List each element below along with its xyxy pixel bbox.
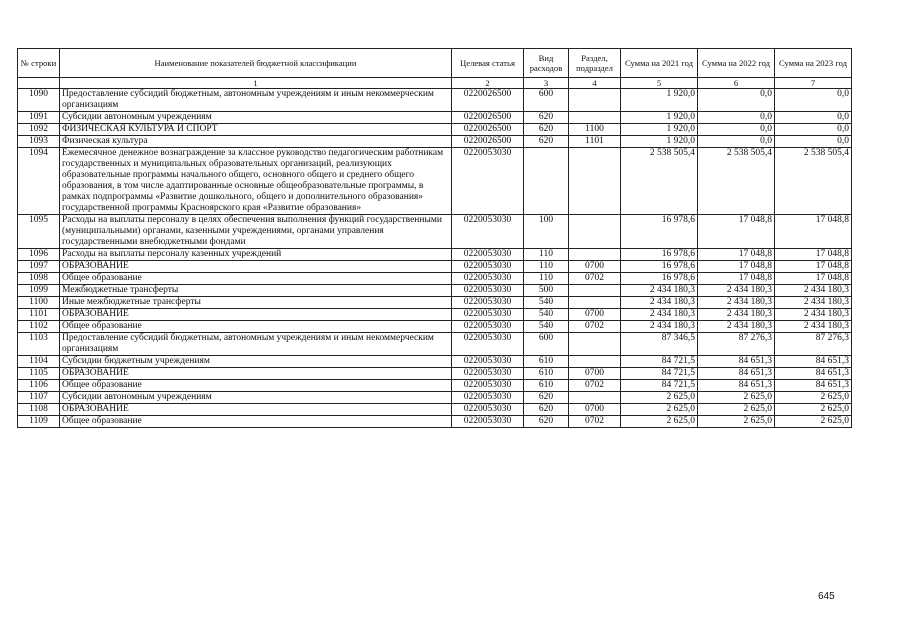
table-row xyxy=(18,392,852,404)
section-cell xyxy=(569,215,621,249)
header-sum-2022: Сумма на 2022 год xyxy=(698,49,775,78)
column-number: 2 xyxy=(452,78,524,89)
sum-2021-cell: 2 434 180,3 xyxy=(621,309,698,321)
expense-type-cell: 600 xyxy=(524,333,569,356)
indicator-name-cell: Иные межбюджетные трансферты xyxy=(60,297,452,309)
section-cell: 0702 xyxy=(569,273,621,285)
sum-2021-cell: 2 434 180,3 xyxy=(621,285,698,297)
target-article-cell: 0220053030 xyxy=(452,215,524,249)
table-body xyxy=(18,89,852,428)
target-article-cell: 0220026500 xyxy=(452,124,524,136)
expense-type-cell: 540 xyxy=(524,309,569,321)
sum-2021-cell: 2 434 180,3 xyxy=(621,297,698,309)
indicator-name-cell: Субсидии автономным учреждениям xyxy=(60,112,452,124)
row-number-cell: 1109 xyxy=(18,416,60,428)
table-row xyxy=(18,285,852,297)
sum-2022-cell: 2 538 505,4 xyxy=(698,148,775,215)
table-row xyxy=(18,273,852,285)
expense-type-cell: 600 xyxy=(524,89,569,112)
sum-2022-cell: 84 651,3 xyxy=(698,356,775,368)
sum-2023-cell: 84 651,3 xyxy=(775,356,852,368)
indicator-name-cell: Общее образование xyxy=(60,321,452,333)
sum-2022-cell: 17 048,8 xyxy=(698,261,775,273)
section-cell xyxy=(569,112,621,124)
column-number: 4 xyxy=(569,78,621,89)
row-number-cell: 1091 xyxy=(18,112,60,124)
sum-2021-cell: 2 625,0 xyxy=(621,392,698,404)
table-row xyxy=(18,309,852,321)
expense-type-cell: 610 xyxy=(524,380,569,392)
indicator-name-cell: Ежемесячное денежное вознаграждение за классное руководство педагогическим работникам государственных и муниципальных образовательных организаций, реализующих образовательные программы начального общего, основного общего и среднего общего образования, в том числе адаптированные основные общеобразовательные программы, в рамках подпрограммы «Развитие дошкольного, общего и дополнительного образования» государственной программы Красноярского края «Развитие образования» xyxy=(60,148,452,215)
sum-2023-cell: 2 434 180,3 xyxy=(775,309,852,321)
target-article-cell: 0220053030 xyxy=(452,261,524,273)
expense-type-cell: 620 xyxy=(524,112,569,124)
sum-2021-cell: 84 721,5 xyxy=(621,380,698,392)
sum-2022-cell: 0,0 xyxy=(698,112,775,124)
expense-type-cell: 610 xyxy=(524,368,569,380)
sum-2022-cell: 17 048,8 xyxy=(698,215,775,249)
section-cell xyxy=(569,148,621,215)
expense-type-cell: 110 xyxy=(524,273,569,285)
table-row xyxy=(18,416,852,428)
table-row xyxy=(18,321,852,333)
expense-type-cell: 100 xyxy=(524,215,569,249)
row-number-cell: 1101 xyxy=(18,309,60,321)
expense-type-cell: 500 xyxy=(524,285,569,297)
section-cell: 1101 xyxy=(569,136,621,148)
expense-type-cell: 610 xyxy=(524,356,569,368)
expense-type-cell: 620 xyxy=(524,136,569,148)
page-number: 645 xyxy=(818,591,835,602)
section-cell: 0700 xyxy=(569,309,621,321)
sum-2021-cell: 2 434 180,3 xyxy=(621,321,698,333)
column-number: 1 xyxy=(60,78,452,89)
row-number-cell: 1106 xyxy=(18,380,60,392)
sum-2023-cell: 87 276,3 xyxy=(775,333,852,356)
section-cell: 0702 xyxy=(569,321,621,333)
sum-2022-cell: 17 048,8 xyxy=(698,273,775,285)
table-header xyxy=(18,49,852,89)
target-article-cell: 0220053030 xyxy=(452,273,524,285)
sum-2022-cell: 2 625,0 xyxy=(698,416,775,428)
column-number: 5 xyxy=(621,78,698,89)
sum-2023-cell: 2 434 180,3 xyxy=(775,285,852,297)
column-number: 3 xyxy=(524,78,569,89)
sum-2021-cell: 16 978,6 xyxy=(621,273,698,285)
sum-2022-cell: 2 434 180,3 xyxy=(698,285,775,297)
target-article-cell: 0220053030 xyxy=(452,368,524,380)
sum-2022-cell: 17 048,8 xyxy=(698,249,775,261)
sum-2022-cell: 2 625,0 xyxy=(698,392,775,404)
sum-2021-cell: 1 920,0 xyxy=(621,124,698,136)
section-cell xyxy=(569,333,621,356)
table-row xyxy=(18,112,852,124)
row-number-cell: 1103 xyxy=(18,333,60,356)
target-article-cell: 0220053030 xyxy=(452,392,524,404)
table-row xyxy=(18,136,852,148)
header-expense-type: Вид расходов xyxy=(524,49,569,78)
table-row xyxy=(18,261,852,273)
indicator-name-cell: Расходы на выплаты персоналу в целях обеспечения выполнения функций государственными (муниципальными) органами, казенными учреждениями, органами управления государственными внебюджетными фондами xyxy=(60,215,452,249)
row-number-cell: 1108 xyxy=(18,404,60,416)
row-number-cell: 1092 xyxy=(18,124,60,136)
sum-2023-cell: 0,0 xyxy=(775,112,852,124)
sum-2023-cell: 84 651,3 xyxy=(775,380,852,392)
expense-type-cell: 110 xyxy=(524,249,569,261)
target-article-cell: 0220053030 xyxy=(452,321,524,333)
section-cell: 0702 xyxy=(569,416,621,428)
sum-2022-cell: 0,0 xyxy=(698,136,775,148)
expense-type-cell: 620 xyxy=(524,404,569,416)
indicator-name-cell: ОБРАЗОВАНИЕ xyxy=(60,261,452,273)
budget-table-container xyxy=(17,48,852,428)
target-article-cell: 0220053030 xyxy=(452,416,524,428)
header-sum-2023: Сумма на 2023 год xyxy=(775,49,852,78)
row-number-cell: 1097 xyxy=(18,261,60,273)
sum-2023-cell: 2 625,0 xyxy=(775,404,852,416)
sum-2023-cell: 2 625,0 xyxy=(775,416,852,428)
target-article-cell: 0220053030 xyxy=(452,249,524,261)
sum-2023-cell: 2 538 505,4 xyxy=(775,148,852,215)
target-article-cell: 0220053030 xyxy=(452,148,524,215)
header-indicator-name: Наименование показателей бюджетной классификации xyxy=(60,49,452,78)
target-article-cell: 0220026500 xyxy=(452,136,524,148)
expense-type-cell: 540 xyxy=(524,321,569,333)
section-cell: 0700 xyxy=(569,261,621,273)
sum-2023-cell: 2 434 180,3 xyxy=(775,297,852,309)
row-number-cell: 1105 xyxy=(18,368,60,380)
section-cell xyxy=(569,285,621,297)
row-number-cell: 1098 xyxy=(18,273,60,285)
row-number-cell: 1095 xyxy=(18,215,60,249)
section-cell: 1100 xyxy=(569,124,621,136)
target-article-cell: 0220053030 xyxy=(452,404,524,416)
indicator-name-cell: ОБРАЗОВАНИЕ xyxy=(60,404,452,416)
row-number-cell: 1093 xyxy=(18,136,60,148)
sum-2021-cell: 16 978,6 xyxy=(621,215,698,249)
indicator-name-cell: Предоставление субсидий бюджетным, автономным учреждениям и иным некоммерческим организациям xyxy=(60,89,452,112)
target-article-cell: 0220053030 xyxy=(452,380,524,392)
expense-type-cell: 620 xyxy=(524,416,569,428)
sum-2023-cell: 2 625,0 xyxy=(775,392,852,404)
row-number-cell: 1104 xyxy=(18,356,60,368)
section-cell: 0700 xyxy=(569,368,621,380)
header-sum-2021: Сумма на 2021 год xyxy=(621,49,698,78)
section-cell xyxy=(569,392,621,404)
section-cell xyxy=(569,89,621,112)
sum-2023-cell: 2 434 180,3 xyxy=(775,321,852,333)
sum-2022-cell: 87 276,3 xyxy=(698,333,775,356)
section-cell xyxy=(569,249,621,261)
indicator-name-cell: Расходы на выплаты персоналу казенных учреждений xyxy=(60,249,452,261)
budget-table xyxy=(17,48,852,428)
row-number-cell: 1099 xyxy=(18,285,60,297)
section-cell xyxy=(569,297,621,309)
sum-2021-cell: 1 920,0 xyxy=(621,136,698,148)
table-row xyxy=(18,89,852,112)
expense-type-cell: 620 xyxy=(524,392,569,404)
sum-2023-cell: 0,0 xyxy=(775,124,852,136)
sum-2022-cell: 2 434 180,3 xyxy=(698,297,775,309)
indicator-name-cell: Предоставление субсидий бюджетным, автономным учреждениям и иным некоммерческим организациям xyxy=(60,333,452,356)
sum-2023-cell: 0,0 xyxy=(775,136,852,148)
sum-2021-cell: 84 721,5 xyxy=(621,368,698,380)
column-number-row xyxy=(18,78,852,89)
sum-2021-cell: 16 978,6 xyxy=(621,261,698,273)
sum-2023-cell: 0,0 xyxy=(775,89,852,112)
target-article-cell: 0220053030 xyxy=(452,285,524,297)
sum-2021-cell: 2 625,0 xyxy=(621,404,698,416)
section-cell: 0702 xyxy=(569,380,621,392)
row-number-cell: 1102 xyxy=(18,321,60,333)
target-article-cell: 0220026500 xyxy=(452,112,524,124)
indicator-name-cell: Общее образование xyxy=(60,273,452,285)
sum-2021-cell: 87 346,5 xyxy=(621,333,698,356)
sum-2022-cell: 84 651,3 xyxy=(698,368,775,380)
target-article-cell: 0220053030 xyxy=(452,333,524,356)
column-number: 6 xyxy=(698,78,775,89)
sum-2021-cell: 84 721,5 xyxy=(621,356,698,368)
expense-type-cell: 620 xyxy=(524,124,569,136)
indicator-name-cell: Общее образование xyxy=(60,380,452,392)
header-section: Раздел, подраздел xyxy=(569,49,621,78)
sum-2021-cell: 1 920,0 xyxy=(621,89,698,112)
sum-2022-cell: 84 651,3 xyxy=(698,380,775,392)
sum-2023-cell: 17 048,8 xyxy=(775,215,852,249)
sum-2023-cell: 17 048,8 xyxy=(775,249,852,261)
row-number-cell: 1096 xyxy=(18,249,60,261)
sum-2021-cell: 2 538 505,4 xyxy=(621,148,698,215)
expense-type-cell xyxy=(524,148,569,215)
table-row xyxy=(18,380,852,392)
row-number-cell: 1107 xyxy=(18,392,60,404)
table-row xyxy=(18,124,852,136)
sum-2023-cell: 17 048,8 xyxy=(775,261,852,273)
sum-2023-cell: 17 048,8 xyxy=(775,273,852,285)
target-article-cell: 0220053030 xyxy=(452,297,524,309)
indicator-name-cell: ФИЗИЧЕСКАЯ КУЛЬТУРА И СПОРТ xyxy=(60,124,452,136)
table-row xyxy=(18,249,852,261)
row-number-cell: 1090 xyxy=(18,89,60,112)
target-article-cell: 0220026500 xyxy=(452,89,524,112)
indicator-name-cell: Физическая культура xyxy=(60,136,452,148)
sum-2022-cell: 0,0 xyxy=(698,89,775,112)
sum-2021-cell: 16 978,6 xyxy=(621,249,698,261)
header-target-article: Целевая статья xyxy=(452,49,524,78)
target-article-cell: 0220053030 xyxy=(452,309,524,321)
table-row xyxy=(18,148,852,215)
row-number-cell: 1100 xyxy=(18,297,60,309)
sum-2021-cell: 1 920,0 xyxy=(621,112,698,124)
expense-type-cell: 110 xyxy=(524,261,569,273)
row-number-cell: 1094 xyxy=(18,148,60,215)
expense-type-cell: 540 xyxy=(524,297,569,309)
section-cell: 0700 xyxy=(569,404,621,416)
indicator-name-cell: ОБРАЗОВАНИЕ xyxy=(60,368,452,380)
sum-2021-cell: 2 625,0 xyxy=(621,416,698,428)
indicator-name-cell: Субсидии автономным учреждениям xyxy=(60,392,452,404)
sum-2022-cell: 2 434 180,3 xyxy=(698,321,775,333)
table-row xyxy=(18,368,852,380)
indicator-name-cell: Общее образование xyxy=(60,416,452,428)
section-cell xyxy=(569,356,621,368)
indicator-name-cell: Межбюджетные трансферты xyxy=(60,285,452,297)
indicator-name-cell: ОБРАЗОВАНИЕ xyxy=(60,309,452,321)
target-article-cell: 0220053030 xyxy=(452,356,524,368)
table-row xyxy=(18,215,852,249)
header-row-number: № строки xyxy=(18,49,60,78)
column-number xyxy=(18,78,60,89)
sum-2022-cell: 0,0 xyxy=(698,124,775,136)
table-row xyxy=(18,356,852,368)
indicator-name-cell: Субсидии бюджетным учреждениям xyxy=(60,356,452,368)
sum-2023-cell: 84 651,3 xyxy=(775,368,852,380)
sum-2022-cell: 2 625,0 xyxy=(698,404,775,416)
table-row xyxy=(18,333,852,356)
table-row xyxy=(18,404,852,416)
sum-2022-cell: 2 434 180,3 xyxy=(698,309,775,321)
column-number: 7 xyxy=(775,78,852,89)
table-row xyxy=(18,297,852,309)
